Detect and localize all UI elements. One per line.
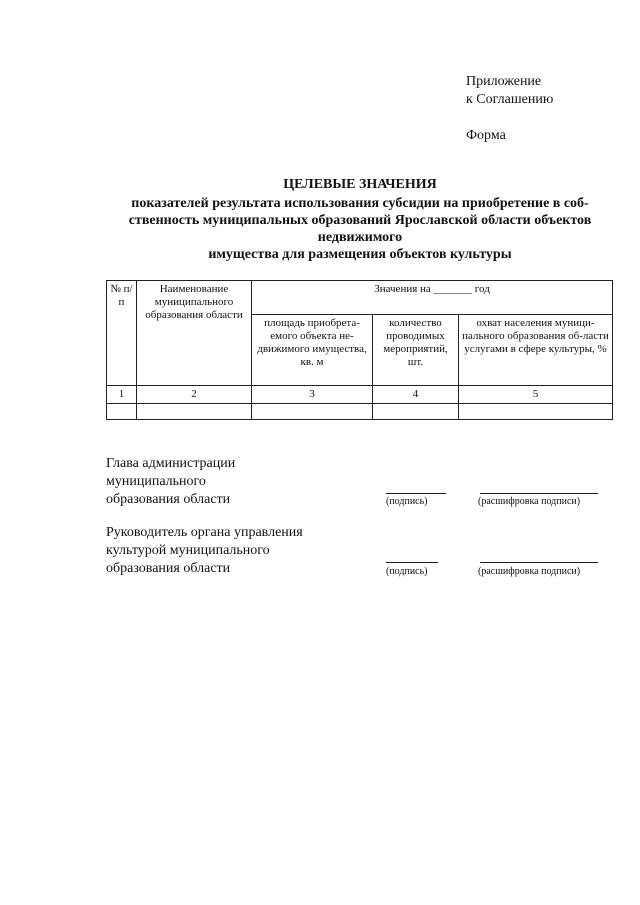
header-municipality: Наименование муниципального образования области <box>137 281 252 386</box>
appendix-block <box>466 73 553 145</box>
header-area: площадь приобрета-емого объекта не-движимого имущества, кв. м <box>252 314 373 385</box>
title-line: недвижимого <box>317 230 403 245</box>
empty-cell <box>373 404 459 420</box>
form-label: Форма <box>466 128 506 143</box>
empty-cell <box>459 404 613 420</box>
empty-cell <box>252 404 373 420</box>
empty-cell <box>137 404 252 420</box>
empty-cell <box>107 404 137 420</box>
signature-decode-line[interactable] <box>480 562 598 563</box>
signature-decode-label: (расшифровка подписи) <box>478 566 581 577</box>
col-number: 4 <box>373 386 459 404</box>
col-number: 5 <box>459 386 613 404</box>
targets-table <box>106 280 613 420</box>
header-events: количество проводимых мероприятий, шт. <box>373 314 459 385</box>
signer-title-line: Глава администрации <box>106 456 236 471</box>
signer-title-line: Руководитель органа управления <box>106 525 303 540</box>
document-title <box>100 176 620 263</box>
table-row-empty <box>107 404 613 420</box>
col-number: 2 <box>137 386 252 404</box>
header-num: № п/п <box>107 281 137 386</box>
table-header-row <box>107 281 613 315</box>
title-line: показателей результата использования субсидии на приобретение в соб- <box>131 196 589 211</box>
signature-label: (подпись) <box>386 496 428 507</box>
signer-title-line: муниципального <box>106 474 206 489</box>
signature-label: (подпись) <box>386 566 428 577</box>
signature-decode-line[interactable] <box>480 493 598 494</box>
signer-title-line: образования области <box>106 561 231 576</box>
signature-line[interactable] <box>386 493 446 494</box>
header-coverage: охват населения муници-пального образования об-ласти услугами в сфере культуры, % <box>459 314 613 385</box>
table-row-numbers <box>107 386 613 404</box>
title-heading: ЦЕЛЕВЫЕ ЗНАЧЕНИЯ <box>283 177 437 192</box>
header-values: Значения на _______ год <box>252 281 613 315</box>
title-line: ственность муниципальных образований Ярославской области объектов <box>128 213 592 228</box>
signature-decode-label: (расшифровка подписи) <box>478 496 581 507</box>
signature-line[interactable] <box>386 562 438 563</box>
appendix-label: Приложение <box>466 74 542 89</box>
title-line: имущества для размещения объектов культуры <box>208 247 512 262</box>
col-number: 3 <box>252 386 373 404</box>
signer-title-line: образования области <box>106 492 231 507</box>
signer-title-line: культурой муниципального <box>106 543 270 558</box>
signature-culture-head <box>106 524 303 578</box>
appendix-agreement: к Соглашению <box>466 92 554 107</box>
col-number: 1 <box>107 386 137 404</box>
signature-head-admin <box>106 455 235 509</box>
